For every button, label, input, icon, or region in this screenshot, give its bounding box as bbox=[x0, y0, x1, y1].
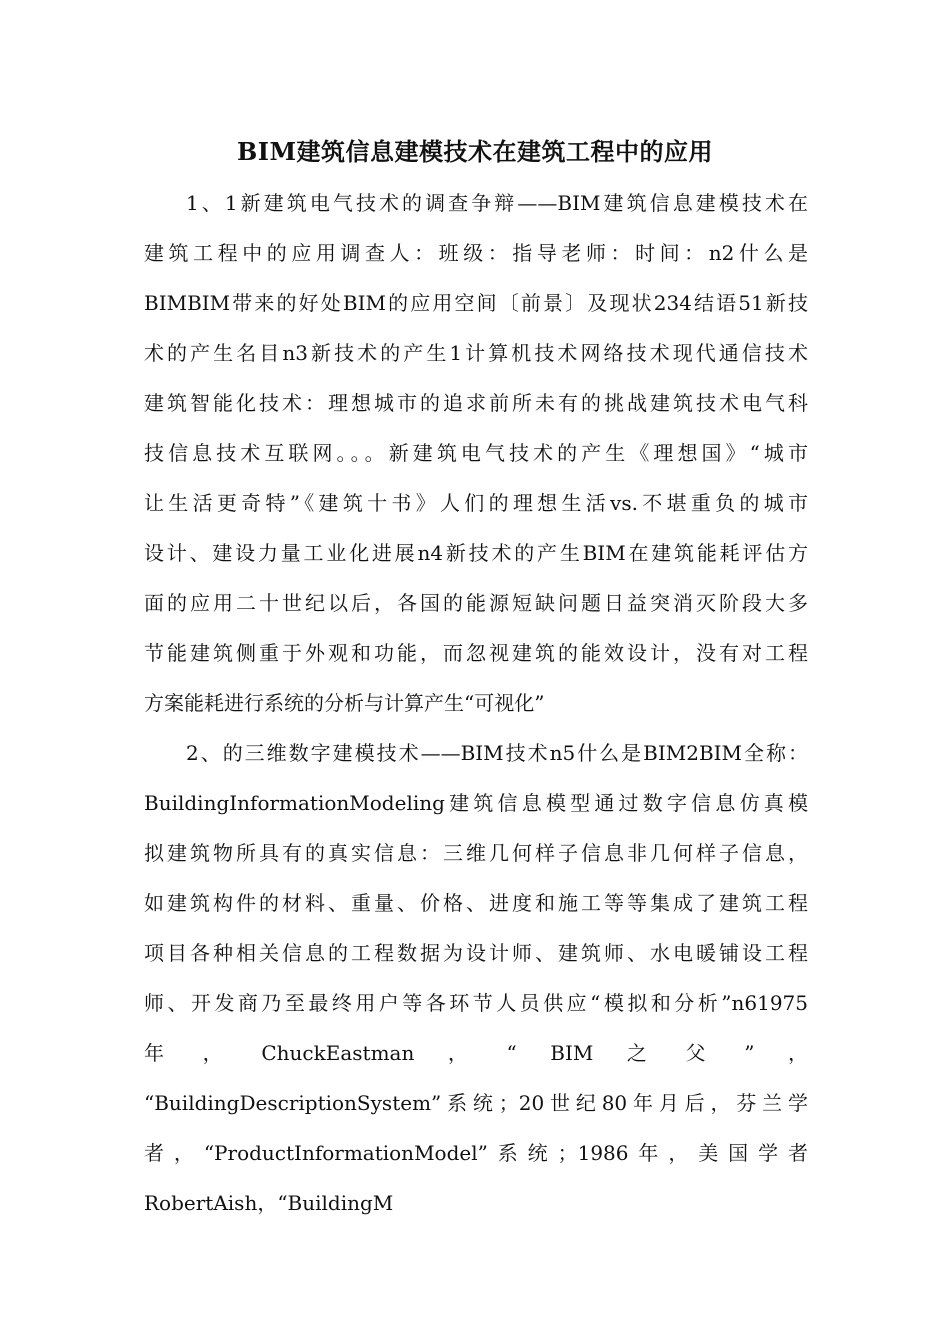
text-line: 拟建筑物所具有的真实信息：三维几何样子信息非几何样子信息， bbox=[144, 841, 808, 865]
text-line: 方案能耗进行系统的分析与计算产生“可视化” bbox=[144, 691, 545, 715]
text-line: RobertAish，“BuildingM bbox=[144, 1191, 394, 1215]
document-body bbox=[144, 178, 808, 1228]
text-line: 1、1新建筑电气技术的调查争辩——BIM建筑信息建模技术在 bbox=[186, 191, 808, 215]
text-line: “BuildingDescriptionSystem”系统；20世纪80年月后，芬兰学 bbox=[144, 1091, 808, 1115]
text-line: 术的产生名目n3新技术的产生1计算机技术网络技术现代通信技术 bbox=[144, 341, 808, 365]
paragraph-1 bbox=[144, 178, 808, 728]
text-line: 建筑工程中的应用调查人：班级：指导老师：时间：n2什么是 bbox=[144, 241, 808, 265]
text-line: 节能建筑侧重于外观和功能，而忽视建筑的能效设计，没有对工程 bbox=[144, 641, 808, 665]
document-title: BIM建筑信息建模技术在建筑工程中的应用 bbox=[236, 137, 714, 166]
text-line: 2、的三维数字建模技术——BIM技术n5什么是BIM2BIM全称： bbox=[186, 741, 808, 765]
text-line: BuildingInformationModeling建筑信息模型通过数字信息仿真模 bbox=[144, 791, 808, 815]
text-line: 年 ， ChuckEastman ， “ BIM 之 父 ” ， bbox=[144, 1041, 808, 1065]
text-line: 建筑智能化技术：理想城市的追求前所未有的挑战建筑技术电气科 bbox=[144, 391, 808, 415]
text-line: 面的应用二十世纪以后，各国的能源短缺问题日益突消灭阶段大多 bbox=[144, 591, 808, 615]
text-line: 师、开发商乃至最终用户等各环节人员供应“模拟和分析”n61975 bbox=[144, 991, 808, 1015]
text-line: 项目各种相关信息的工程数据为设计师、建筑师、水电暖铺设工程 bbox=[144, 941, 808, 965]
text-line: 让生活更奇特”《建筑十书》人们的理想生活vs.不堪重负的城市 bbox=[144, 491, 808, 515]
text-line: BIMBIM带来的好处BIM的应用空间〔前景〕及现状234结语51新技 bbox=[144, 291, 808, 315]
text-line: 技信息技术互联网。。。新建筑电气技术的产生《理想国》“城市 bbox=[144, 441, 808, 465]
text-line: 如建筑构件的材料、重量、价格、进度和施工等等集成了建筑工程 bbox=[144, 891, 808, 915]
text-line: 设计、建设力量工业化进展n4新技术的产生BIM在建筑能耗评估方 bbox=[144, 541, 808, 565]
text-line: 者，“ProductInformationModel”系统；1986年，美国学者 bbox=[144, 1141, 808, 1165]
paragraph-2 bbox=[144, 728, 808, 1228]
